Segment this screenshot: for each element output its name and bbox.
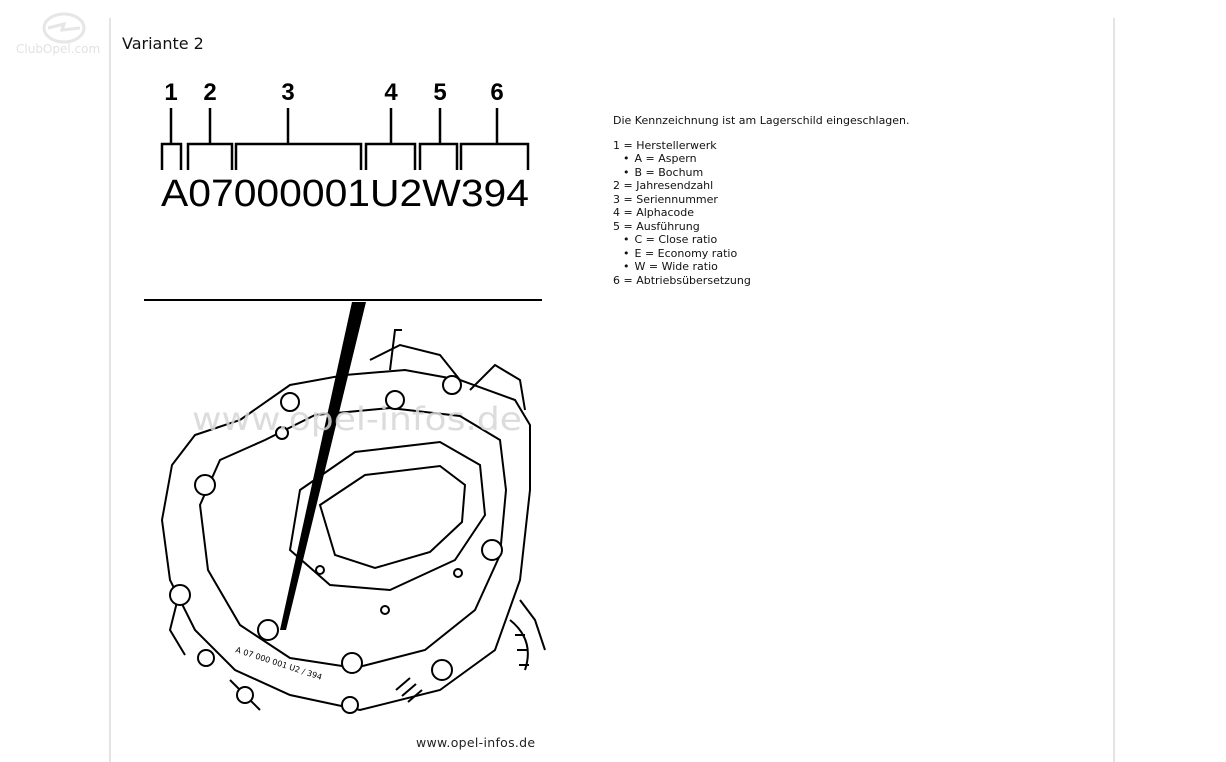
code-label-4: 4 xyxy=(384,79,398,106)
code-label-5: 5 xyxy=(433,79,447,106)
code-string: A07000001U2W394 xyxy=(161,173,529,214)
figure-caption: www.opel-infos.de xyxy=(416,735,536,750)
clubopel-logo xyxy=(12,8,112,58)
description-subitem: • A = Aspern xyxy=(613,152,910,166)
svg-text:ClubOpel.com: ClubOpel.com xyxy=(16,42,101,56)
transmission-diagram xyxy=(140,290,550,720)
description-subitem: • C = Close ratio xyxy=(613,233,910,247)
description-intro: Die Kennzeichnung ist am Lagerschild eingeschlagen. xyxy=(613,114,910,127)
code-label-6: 6 xyxy=(490,79,504,106)
description-item: 3 = Seriennummer xyxy=(613,192,718,206)
description-item: 5 = Ausführung xyxy=(613,219,700,233)
right-page-border xyxy=(1113,18,1115,762)
description-item: 4 = Alphacode xyxy=(613,206,695,219)
code-label-3: 3 xyxy=(281,79,295,106)
left-page-border xyxy=(109,18,111,762)
code-label-1: 1 xyxy=(164,79,178,106)
description-panel xyxy=(613,114,910,287)
description-list xyxy=(613,139,910,288)
description-item: 1 = Herstellerwerk xyxy=(613,138,717,152)
engraved-stamp: A 07 000 001 U2 / 394 xyxy=(234,645,324,682)
description-subitem: • E = Economy ratio xyxy=(613,247,910,261)
code-scheme-figure xyxy=(150,74,540,214)
page-title: Variante 2 xyxy=(122,34,204,53)
diagram-watermark: www.opel-infos.de xyxy=(192,400,522,438)
description-subitem: • B = Bochum xyxy=(613,166,910,180)
description-subitem: • W = Wide ratio xyxy=(613,260,910,274)
description-item: 2 = Jahresendzahl xyxy=(613,179,714,192)
description-item: 6 = Abtriebsübersetzung xyxy=(613,273,751,287)
code-label-2: 2 xyxy=(203,79,217,106)
